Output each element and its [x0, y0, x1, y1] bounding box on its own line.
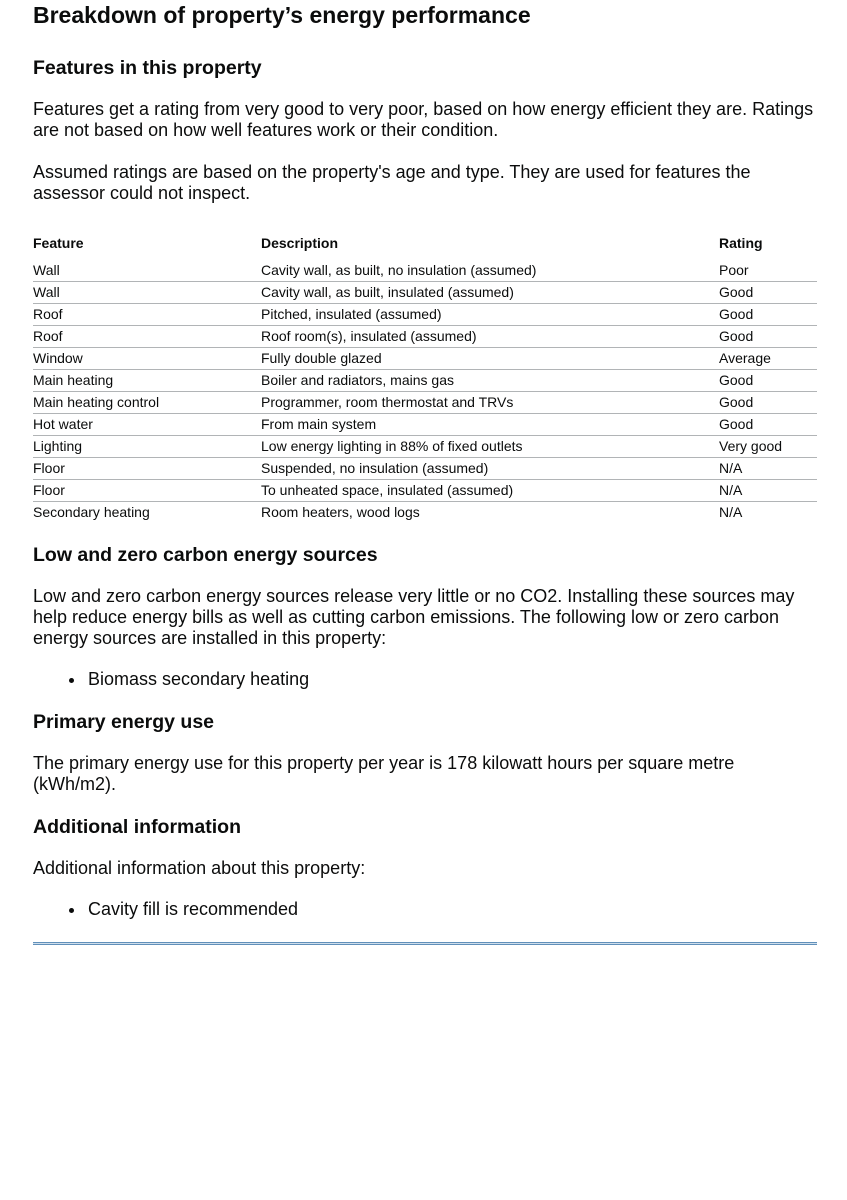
description-cell: Suspended, no insulation (assumed)	[261, 458, 719, 480]
features-heading: Features in this property	[33, 57, 262, 79]
description-cell: Low energy lighting in 88% of fixed outlets	[261, 436, 719, 458]
feature-cell: Roof	[33, 304, 261, 326]
header-row	[33, 235, 817, 260]
table-row	[33, 458, 817, 480]
list-item: • Cavity fill is recommended	[86, 899, 817, 920]
rating-cell: Good	[719, 304, 817, 326]
features-table	[33, 235, 817, 523]
additional-info-list	[33, 899, 817, 920]
description-cell: Roof room(s), insulated (assumed)	[261, 326, 719, 348]
features-section	[33, 58, 817, 523]
rating-cell: Good	[719, 282, 817, 304]
feature-cell: Main heating	[33, 370, 261, 392]
page-title: Breakdown of property’s energy performance	[33, 2, 531, 28]
table-row	[33, 348, 817, 370]
additional-info-paragraph: Additional information about this property:	[33, 858, 366, 878]
description-cell: Room heaters, wood logs	[261, 504, 420, 520]
feature-cell: Wall	[33, 260, 261, 282]
features-intro-paragraph-2: Assumed ratings are based on the property's age and type. They are used for features the assessor could not inspect.	[33, 162, 751, 203]
table-row	[33, 480, 817, 502]
table-row	[33, 260, 817, 282]
low-zero-carbon-section	[33, 545, 817, 690]
table-row	[33, 370, 817, 392]
feature-cell: Window	[33, 348, 261, 370]
table-row	[33, 392, 817, 414]
column-header-rating: Rating	[719, 235, 763, 251]
features-intro-paragraph-1: Features get a rating from very good to very poor, based on how energy efficient they are. Ratings are not based on how well features work or their condition.	[33, 99, 814, 140]
low-zero-carbon-heading: Low and zero carbon energy sources	[33, 544, 378, 566]
description-cell: Programmer, room thermostat and TRVs	[261, 392, 719, 414]
additional-info-section	[33, 817, 817, 920]
rating-cell: Poor	[719, 260, 817, 282]
table-row	[33, 282, 817, 304]
list-item: • Biomass secondary heating	[86, 669, 817, 690]
description-cell: Fully double glazed	[261, 348, 719, 370]
description-cell: Cavity wall, as built, insulated (assumed)	[261, 282, 719, 304]
table-row	[33, 414, 817, 436]
rating-cell: N/A	[719, 480, 817, 502]
primary-energy-paragraph: The primary energy use for this property per year is 178 kilowatt hours per square metre (kWh/m2).	[33, 753, 735, 794]
column-header-feature: Feature	[33, 235, 84, 251]
feature-cell: Wall	[33, 282, 261, 304]
rating-cell: Very good	[719, 436, 817, 458]
feature-cell: Hot water	[33, 414, 261, 436]
rating-cell: Good	[719, 326, 817, 348]
rating-cell: Average	[719, 348, 817, 370]
feature-cell: Lighting	[33, 436, 261, 458]
table-row	[33, 502, 817, 524]
feature-cell: Floor	[33, 480, 261, 502]
rating-cell: N/A	[719, 458, 817, 480]
feature-cell: Roof	[33, 326, 261, 348]
low-zero-carbon-list	[33, 669, 817, 690]
rating-cell: Good	[719, 414, 817, 436]
primary-energy-heading: Primary energy use	[33, 711, 215, 733]
feature-cell: Floor	[33, 458, 261, 480]
description-cell: Boiler and radiators, mains gas	[261, 370, 719, 392]
primary-energy-section	[33, 712, 817, 795]
low-zero-carbon-paragraph: Low and zero carbon energy sources release very little or no CO2. Installing these sources may help reduce energy bills as well as cutting carbon emissions. The following low or zero carbon energy sources are installed in this property:	[33, 586, 795, 648]
document-content	[33, 2, 817, 945]
description-cell: Cavity wall, as built, no insulation (assumed)	[261, 260, 719, 282]
section-divider-rule	[33, 942, 817, 945]
additional-info-heading: Additional information	[33, 816, 241, 838]
column-header-description: Description	[261, 235, 339, 251]
description-cell: To unheated space, insulated (assumed)	[261, 480, 719, 502]
rating-cell: Good	[719, 392, 817, 414]
feature-cell: Main heating control	[33, 392, 261, 414]
table-row	[33, 304, 817, 326]
features-table-header	[33, 235, 817, 260]
description-cell: From main system	[261, 414, 719, 436]
features-table-body	[33, 260, 817, 523]
rating-cell: N/A	[719, 504, 743, 520]
table-row	[33, 436, 817, 458]
feature-cell: Secondary heating	[33, 504, 150, 520]
description-cell: Pitched, insulated (assumed)	[261, 304, 719, 326]
rating-cell: Good	[719, 370, 817, 392]
table-row	[33, 326, 817, 348]
